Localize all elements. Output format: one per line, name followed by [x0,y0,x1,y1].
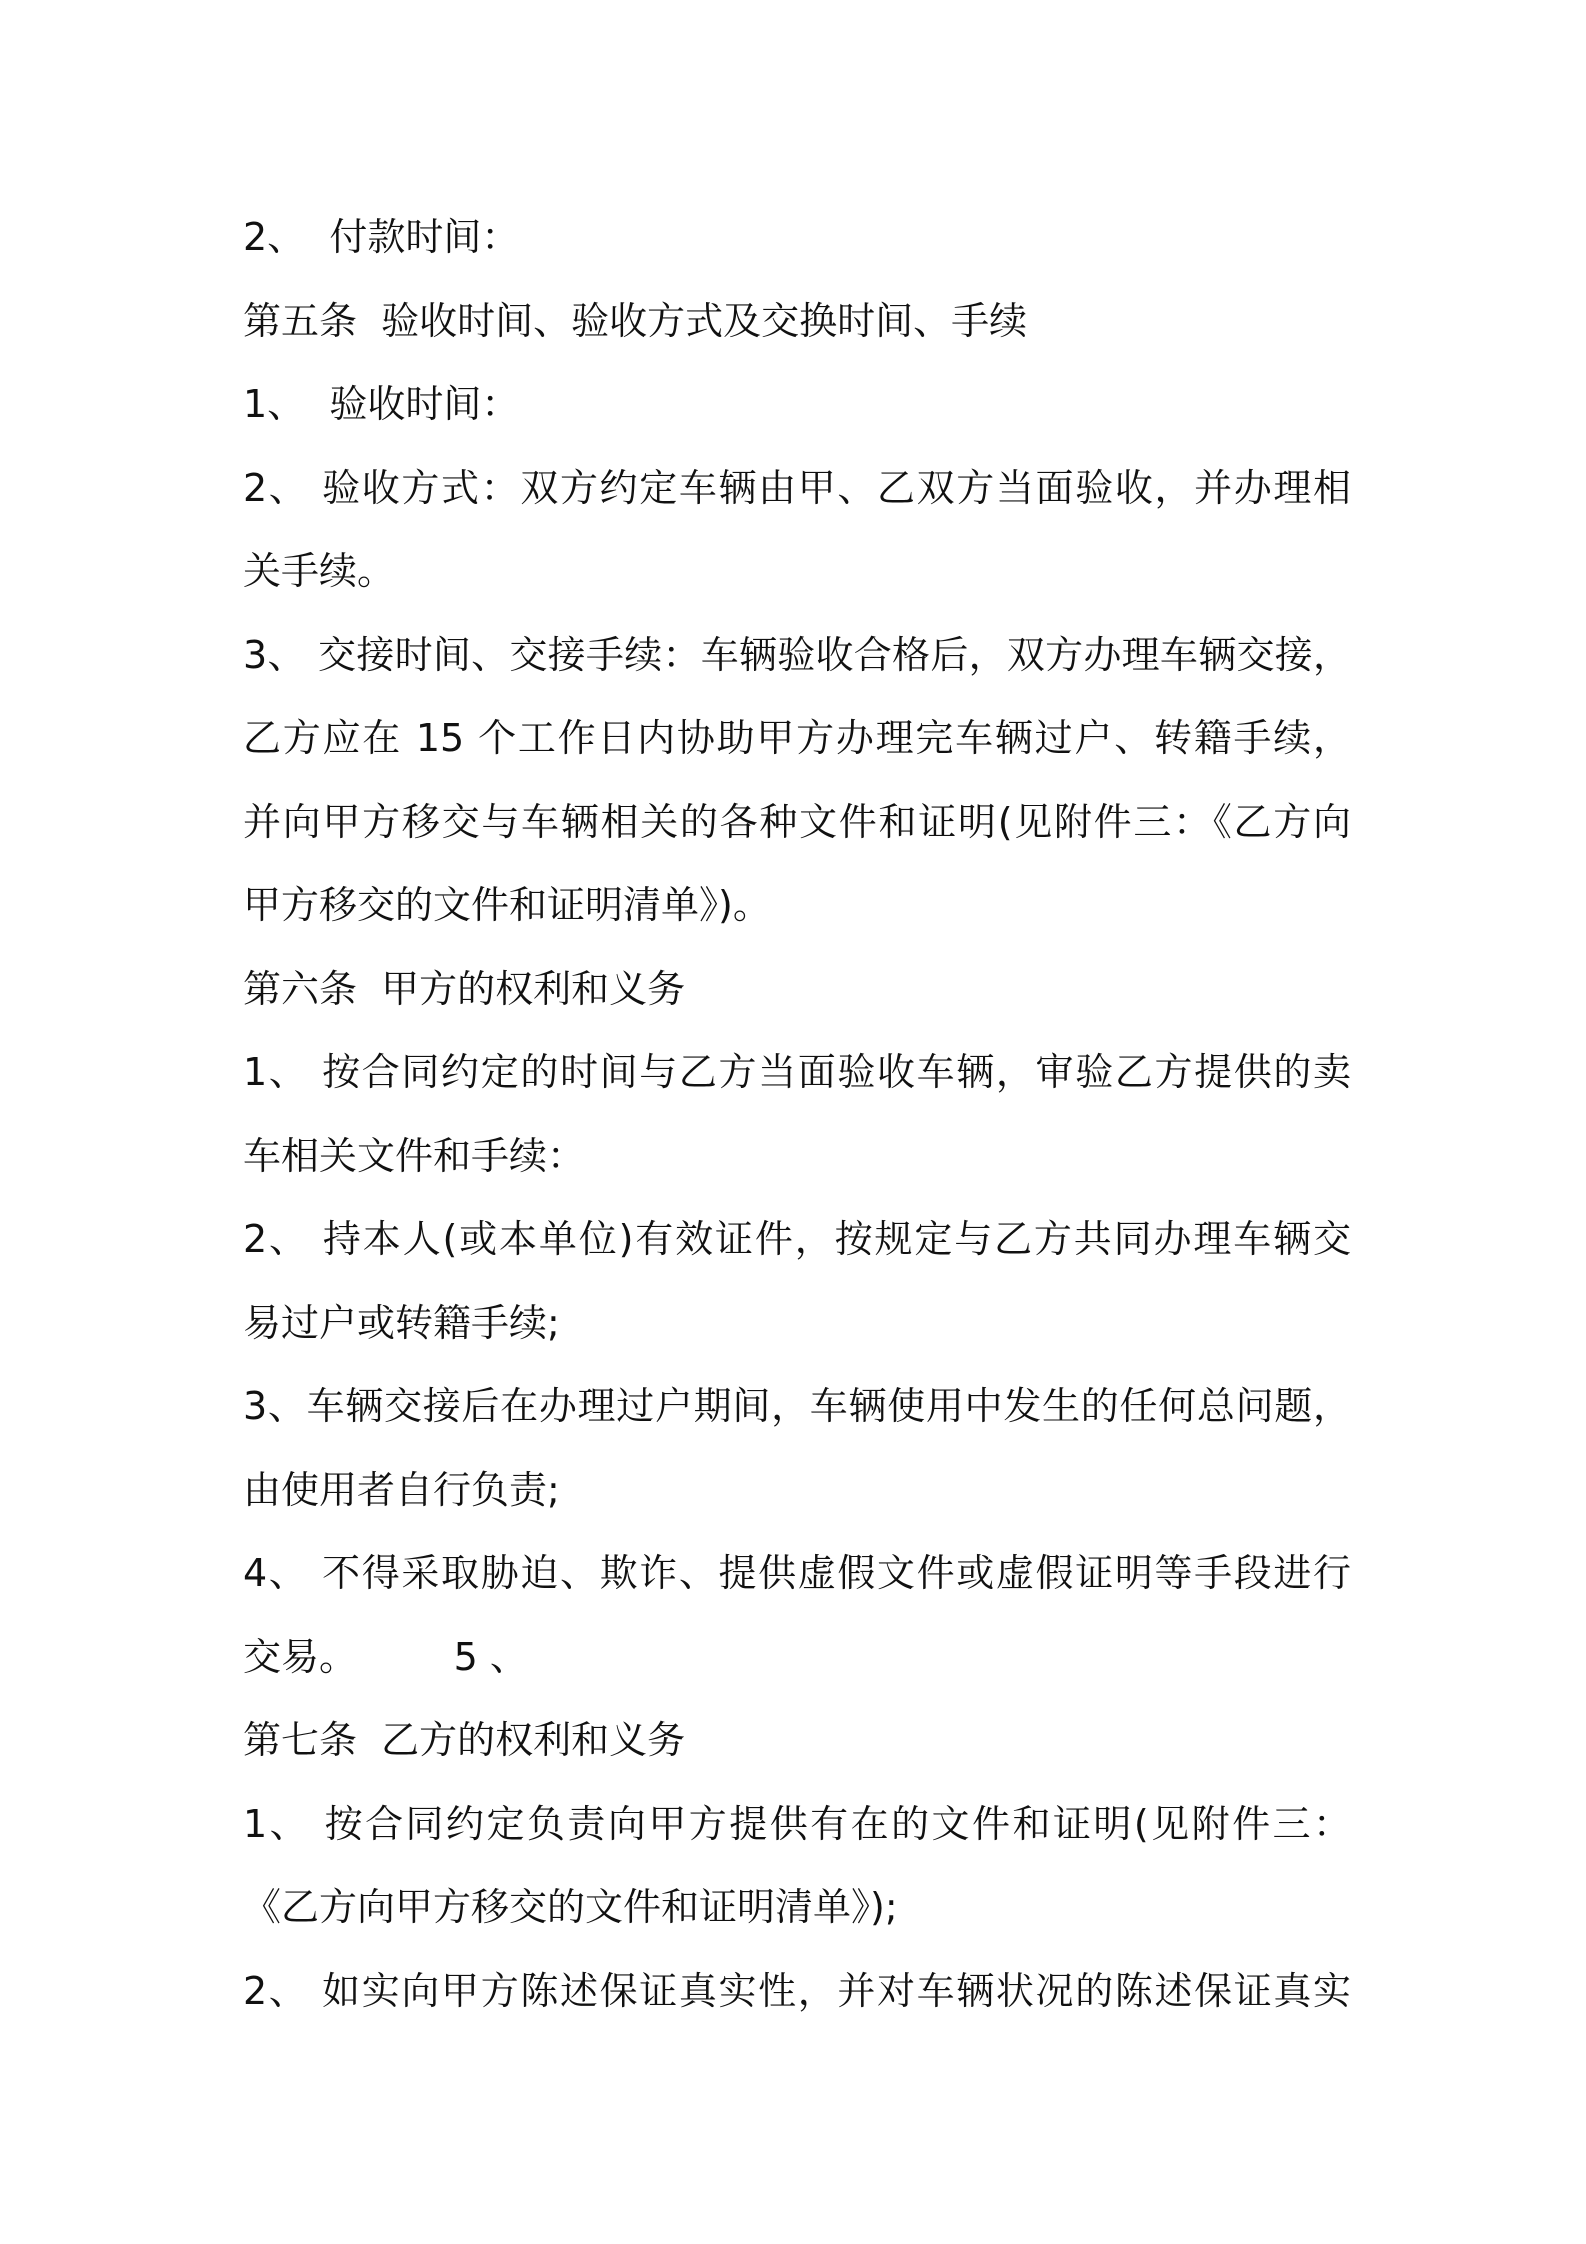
clause-party-a-4-cont: 交易。 5 、 [243,1634,528,1679]
clause-handover-cont-1: 乙方应在 15 个工作日内协助甲方办理完车辆过户、转籍手续， [243,716,1351,760]
clause-handover-cont-2: 并向甲方移交与车辆相关的各种文件和证明(见附件三：《乙方向 [243,799,1351,844]
clause-party-a-4: 4、 不得采取胁迫、欺诈、提供虚假文件或虚假证明等手段进行 [243,1551,1351,1595]
clause-party-a-2: 2、 持本人(或本单位)有效证件，按规定与乙方共同办理车辆交 [243,1217,1351,1261]
clause-party-a-3-cont: 由使用者自行负责; [243,1467,560,1512]
clause-party-a-2-cont: 易过户或转籍手续; [243,1300,560,1345]
clause-5-2-payment-time: 2、 付款时间： [243,215,520,259]
clause-inspection-method-cont: 关手续。 [243,549,396,593]
clause-party-b-1-cont: 《乙方向甲方移交的文件和证明清单》); [243,1885,898,1929]
clause-party-b-2: 2、 如实向甲方陈述保证真实性，并对车辆状况的陈述保证真实 [243,1968,1351,2013]
document-body [243,196,1351,2033]
clause-party-b-1: 1、 按合同约定负责向甲方提供有在的文件和证明(见附件三： [243,1801,1351,1846]
clause-handover: 3、 交接时间、交接手续：车辆验收合格后，双方办理车辆交接， [243,632,1351,677]
clause-party-a-3: 3、车辆交接后在办理过户期间，车辆使用中发生的任何总问题， [243,1384,1351,1428]
clause-inspection-time: 1、 验收时间： [243,382,520,426]
clause-handover-cont-3: 甲方移交的文件和证明清单》)。 [243,883,771,927]
article-7-heading: 第七条 乙方的权利和义务 [243,1718,686,1762]
clause-inspection-method: 2、 验收方式：双方约定车辆由甲、乙双方当面验收，并办理相 [243,465,1351,510]
article-6-heading: 第六条 甲方的权利和义务 [243,966,686,1011]
clause-party-a-1: 1、 按合同约定的时间与乙方当面验收车辆，审验乙方提供的卖 [243,1050,1351,1094]
article-5-heading: 第五条 验收时间、验收方式及交换时间、手续 [243,298,1028,343]
clause-party-a-1-cont: 车相关文件和手续： [243,1133,586,1178]
